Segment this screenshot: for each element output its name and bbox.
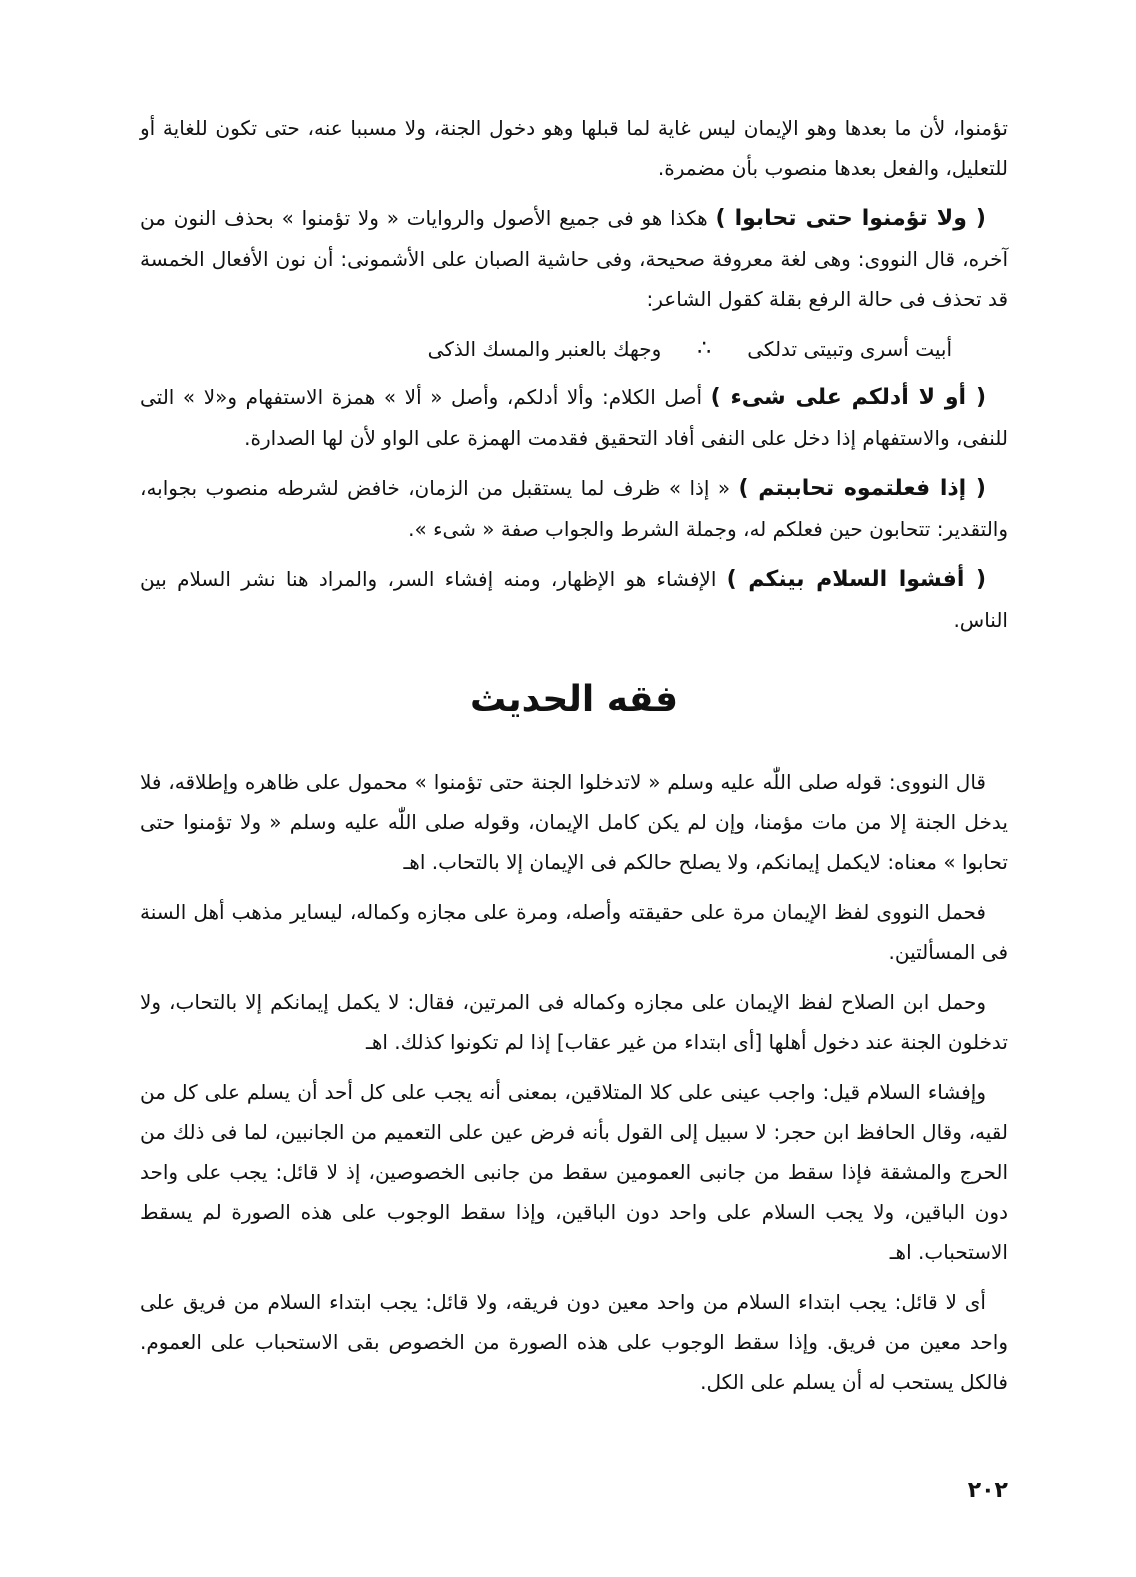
hadith-term: ( أو لا أدلكم على شىء )	[710, 385, 986, 410]
page-number: ٢٠٢	[967, 1478, 1008, 1503]
paragraph-fiqh-2: فحمل النووى لفظ الإيمان مرة على حقيقته وأصله، ومرة على مجازه وكماله، ليساير مذهب أهل السنة فى المسألتين.	[140, 900, 1008, 964]
paragraph-hadith-phrase-3	[140, 468, 1008, 549]
paragraph-intro: تؤمنوا، لأن ما بعدها وهو الإيمان ليس غاية لما قبلها وهو دخول الجنة، ولا مسببا عنه، حتى تكون للغاية أو للتعليل، والفعل بعدها منصوب بأن مضمرة.	[140, 116, 1008, 180]
page-body	[140, 108, 1008, 1412]
paragraph-text: أصل الكلام: وألا أدلكم، وأصل « ألا » همزة الاستفهام و«لا » التى للنفى، والاستفهام إذا دخل على النفى أفاد التحقيق فقدمت الهمزة على الواو لأن لها الصدارة.	[140, 385, 1008, 450]
paragraph-hadith-phrase-1	[140, 198, 1008, 319]
paragraph-fiqh-5: أى لا قائل: يجب ابتداء السلام من واحد معين دون فريقه، ولا قائل: يجب ابتداء السلام من فريق على واحد معين من فريق. وإذا سقط الوجوب على هذه الصورة من الخصوص بقى الاستحباب على العموم. فالكل يستحب له أن يسلم على الكل.	[140, 1290, 1008, 1394]
verse-first-hemistich: أبيت أسرى وتبيتى تدلكى	[747, 337, 952, 361]
paragraph-fiqh-3: وحمل ابن الصلاح لفظ الإيمان على مجازه وكماله فى المرتين، فقال: لا يكمل إيمانكم إلا بالتحاب، ولا تدخلون الجنة عند دخول أهلها [أى ابتداء من غير عقاب] إذا لم تكونوا كذلك. اهـ	[140, 990, 1008, 1054]
section-heading: فقه الحديث	[469, 679, 679, 720]
paragraph-text: هكذا هو فى جميع الأصول والروايات « ولا تؤمنوا » بحذف النون من آخره، قال النووى: وهى لغة معروفة صحيحة، وفى حاشية الصبان على الأشمونى: أن نون الأفعال الخمسة قد تحذف فى حالة الرفع بقلة كقول الشاعر:	[140, 206, 1008, 311]
poetry-verse	[140, 329, 1008, 369]
hadith-term: ( إذا فعلتموه تحاببتم )	[738, 476, 986, 501]
verse-separator: ∴	[697, 336, 712, 361]
paragraph-hadith-phrase-4	[140, 559, 1008, 640]
paragraph-fiqh-4: وإفشاء السلام قيل: واجب عينى على كلا المتلاقين، بمعنى أنه يجب على كل أحد أن يسلم على كل من لقيه، وقال الحافظ ابن حجر: لا سبيل إلى القول بأنه فرض عين على التعميم من الجانبين، لما فى ذلك من الحرج والمشقة فإذا سقط من جانبى العمومين سقط من جانبى الخصوصين، إذ لا قائل: يجب على واحد دون الباقين، ولا يجب السلام على واحد دون الباقين، وإذا سقط الوجوب على هذه الصورة لم يسقط الاستحباب. اهـ	[140, 1080, 1008, 1264]
paragraph-hadith-phrase-2	[140, 377, 1008, 458]
paragraph-fiqh-1: قال النووى: قوله صلى اللّٰه عليه وسلم « لاتدخلوا الجنة حتى تؤمنوا » محمول على ظاهره وإطلاقه، فلا يدخل الجنة إلا من مات مؤمنا، وإن لم يكن كامل الإيمان، وقوله صلى اللّٰه عليه وسلم « ولا تؤمنوا حتى تحابوا » معناه: لايكمل إيمانكم، ولا يصلح حالكم فى الإيمان إلا بالتحاب. اهـ	[140, 770, 1008, 874]
hadith-term: ( ولا تؤمنوا حتى تحابوا )	[715, 206, 986, 231]
paragraph-text: الإفشاء هو الإظهار، ومنه إفشاء السر، والمراد هنا نشر السلام بين الناس.	[140, 567, 1008, 632]
hadith-term: ( أفشوا السلام بينكم )	[726, 567, 987, 592]
verse-second-hemistich: وجهك بالعنبر والمسك الذكى	[427, 337, 662, 361]
paragraph-text: « إذا » ظرف لما يستقبل من الزمان، خافض لشرطه منصوب بجوابه، والتقدير: تتحابون حين فعلكم له، وجملة الشرط والجواب صفة « شىء ».	[140, 476, 1008, 541]
